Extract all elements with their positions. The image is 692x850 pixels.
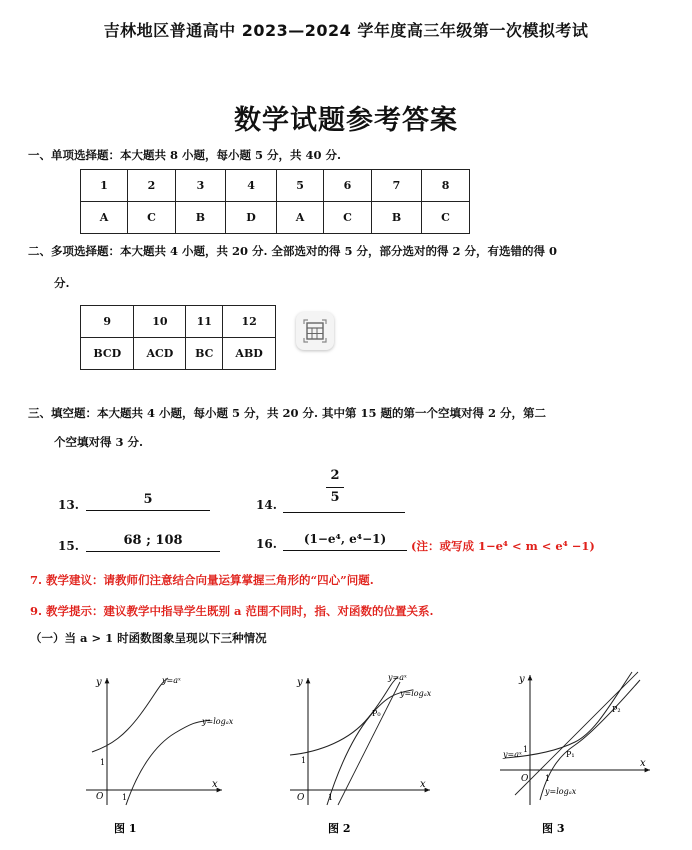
q16-label: 16. bbox=[256, 537, 277, 551]
section2-heading-cont: 分. bbox=[54, 276, 70, 290]
exam-header: 吉林地区普通高中 2023—2024 学年度高三年级第一次模拟考试 bbox=[103, 21, 589, 40]
one-x-label: 1 bbox=[122, 793, 128, 802]
q14-blank-line bbox=[283, 512, 405, 513]
y-label: y bbox=[96, 677, 102, 688]
log-curve-label: y=logₐx bbox=[400, 689, 432, 698]
question-number: 4 bbox=[226, 170, 277, 202]
log-curve-label: y=logₐx bbox=[545, 787, 577, 796]
q15-answer: 68 ; 108 bbox=[86, 533, 220, 552]
table-row bbox=[81, 202, 470, 234]
point-1-label: P₁ bbox=[566, 750, 575, 759]
table-row bbox=[81, 338, 276, 370]
q14-label: 14. bbox=[256, 498, 277, 512]
section2-answer-table bbox=[80, 305, 276, 370]
question-number: 3 bbox=[175, 170, 225, 202]
page-title: 数学试题参考答案 bbox=[234, 105, 458, 136]
origin-label: O bbox=[297, 793, 305, 803]
exp-curve-label: y=aˣ bbox=[162, 676, 181, 685]
x-label: x bbox=[640, 758, 646, 769]
calculator-icon[interactable] bbox=[296, 312, 334, 350]
figure-2-label: 图 2 bbox=[328, 822, 351, 835]
q16-answer: (1−e⁴, e⁴−1) bbox=[283, 532, 407, 551]
figure-3 bbox=[500, 672, 650, 835]
q14-numerator: 2 bbox=[330, 468, 340, 483]
exp-curve-label: y=aˣ bbox=[503, 750, 522, 759]
answer-cell: B bbox=[371, 202, 421, 234]
answer-cell: C bbox=[128, 202, 176, 234]
table-row bbox=[81, 170, 470, 202]
question-number: 11 bbox=[186, 306, 223, 338]
answer-cell: B bbox=[175, 202, 225, 234]
point-2-label: P₂ bbox=[612, 705, 621, 714]
log-curve bbox=[126, 720, 210, 805]
exp-curve-label: y=aˣ bbox=[388, 673, 407, 682]
case-heading: （一）当 a > 1 时函数图象呈现以下三种情况 bbox=[30, 631, 267, 645]
log-curve bbox=[327, 690, 412, 805]
one-y-label: 1 bbox=[523, 745, 529, 754]
answer-cell: BCD bbox=[81, 338, 134, 370]
q13-answer: 5 bbox=[86, 492, 210, 511]
question-number: 6 bbox=[324, 170, 372, 202]
one-x-label: 1 bbox=[545, 774, 551, 783]
figure-3-label: 图 3 bbox=[542, 822, 565, 835]
q13-label: 13. bbox=[58, 498, 79, 512]
question-number: 8 bbox=[422, 170, 470, 202]
tangent-line bbox=[515, 672, 638, 795]
point-label: P₀ bbox=[372, 709, 381, 718]
fraction-bar bbox=[326, 487, 344, 488]
one-y-label: 1 bbox=[100, 758, 106, 767]
q15-label: 15. bbox=[58, 539, 79, 553]
answer-cell: C bbox=[422, 202, 470, 234]
y-label: y bbox=[297, 677, 303, 688]
x-label: x bbox=[420, 779, 426, 790]
y-label: y bbox=[519, 674, 525, 685]
answer-cell: A bbox=[277, 202, 324, 234]
answer-cell: ABD bbox=[223, 338, 276, 370]
figure-1-label: 图 1 bbox=[114, 822, 137, 835]
question-number: 9 bbox=[81, 306, 134, 338]
origin-label: O bbox=[96, 792, 104, 802]
question-number: 1 bbox=[81, 170, 128, 202]
x-label: x bbox=[212, 779, 218, 790]
section2-heading: 二、多项选择题：本大题共 4 小题，共 20 分. 全部选对的得 5 分，部分选对的得 2 分，有选错的得 0 bbox=[28, 244, 558, 258]
answer-cell: C bbox=[324, 202, 372, 234]
section3-heading: 三、填空题：本大题共 4 小题，每小题 5 分，共 20 分. 其中第 15 题的第一个空填对得 2 分，第二 bbox=[28, 406, 547, 420]
one-x-label: 1 bbox=[328, 793, 334, 802]
function-figures bbox=[0, 650, 692, 850]
question-number: 10 bbox=[134, 306, 186, 338]
teaching-note-7: 7. 教学建议：请教师们注意结合向量运算掌握三角形的“四心”问题. bbox=[30, 573, 374, 587]
origin-label: O bbox=[521, 774, 529, 784]
figure-1 bbox=[86, 676, 234, 835]
table-row bbox=[81, 306, 276, 338]
log-curve-label: y=logₐx bbox=[202, 717, 234, 726]
log-curve bbox=[540, 680, 640, 800]
q16-note: (注：或写成 1−e⁴ < m < e⁴ −1) bbox=[411, 539, 595, 553]
answer-cell: ACD bbox=[134, 338, 186, 370]
question-number: 5 bbox=[277, 170, 324, 202]
question-number: 12 bbox=[223, 306, 276, 338]
answer-cell: D bbox=[226, 202, 277, 234]
tangent-line bbox=[338, 682, 400, 805]
figure-2 bbox=[290, 673, 432, 835]
answer-cell: A bbox=[81, 202, 128, 234]
exp-curve bbox=[92, 678, 168, 752]
question-number: 2 bbox=[128, 170, 176, 202]
section1-heading: 一、单项选择题：本大题共 8 小题，每小题 5 分，共 40 分. bbox=[28, 148, 342, 162]
q14-denominator: 5 bbox=[330, 490, 340, 505]
answer-cell: BC bbox=[186, 338, 223, 370]
teaching-note-9: 9. 教学提示：建议教学中指导学生既别 a 范围不同时，指、对函数的位置关系. bbox=[30, 604, 434, 618]
section3-heading-cont: 个空填对得 3 分. bbox=[54, 435, 144, 449]
question-number: 7 bbox=[371, 170, 421, 202]
one-y-label: 1 bbox=[301, 756, 307, 765]
exp-curve bbox=[290, 677, 398, 755]
section1-answer-table bbox=[80, 169, 470, 234]
